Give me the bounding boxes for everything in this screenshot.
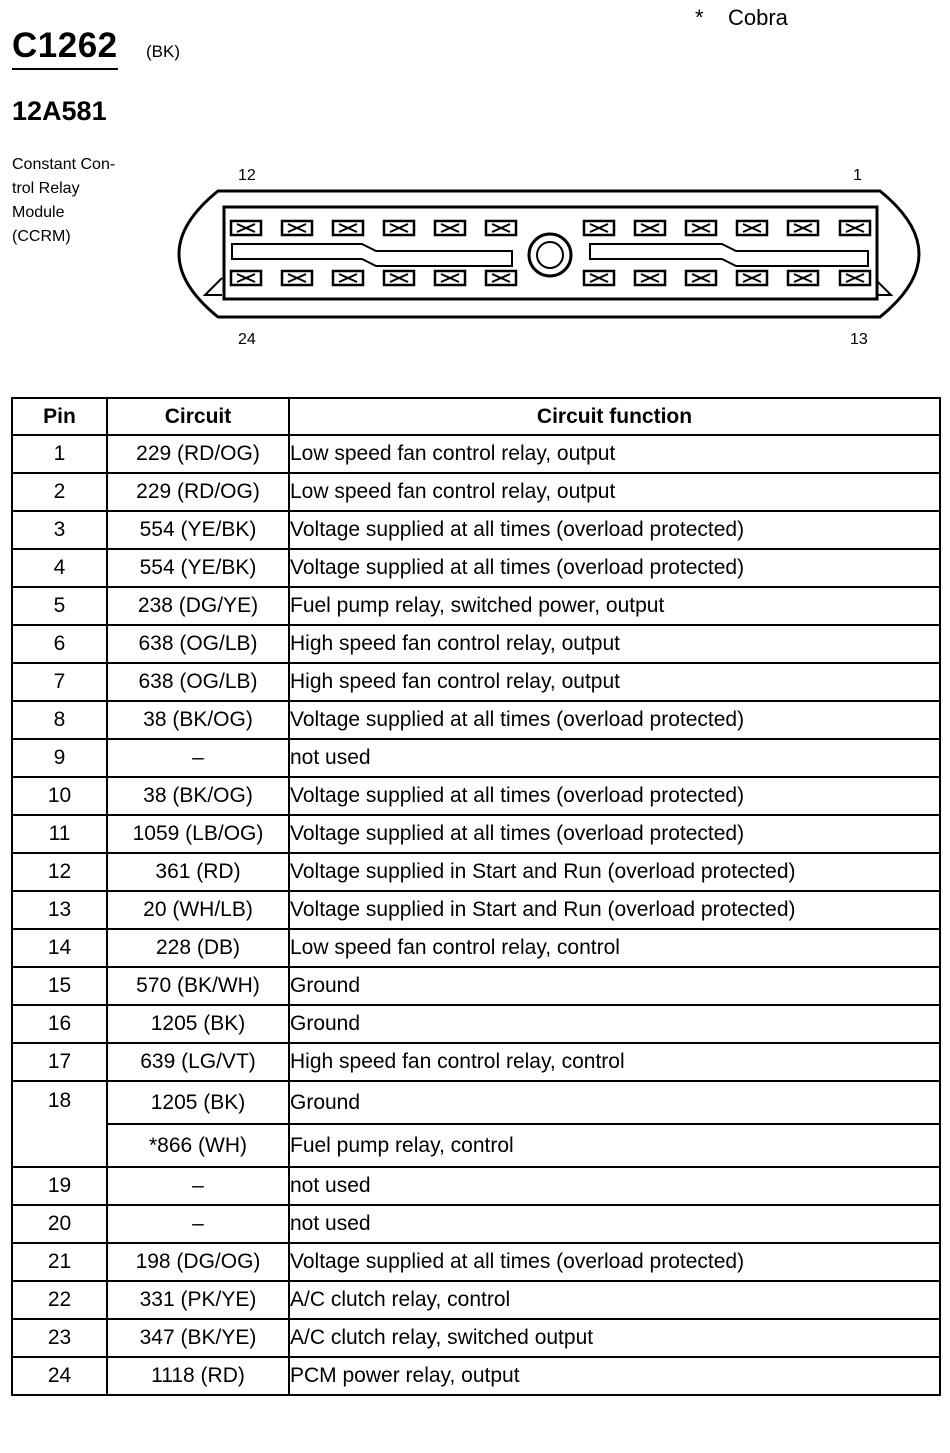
- pin-label-bottom-right: 13: [850, 331, 868, 348]
- pin-number-cell: 10: [12, 777, 107, 815]
- circuit-cell: 238 (DG/YE): [107, 587, 289, 625]
- circuit-function-cell: PCM power relay, output: [289, 1357, 940, 1395]
- circuit-function-cell: Fuel pump relay, control: [289, 1124, 940, 1167]
- circuit-function-cell: Voltage supplied at all times (overload protected): [289, 701, 940, 739]
- table-row: [12, 929, 940, 967]
- terminal-cavity: [686, 221, 716, 235]
- pin-number-cell: 23: [12, 1319, 107, 1357]
- terminal-cavity: [435, 271, 465, 285]
- header-circuit: Circuit: [107, 398, 289, 435]
- pin-number-cell: 1: [12, 435, 107, 473]
- circuit-cell: –: [107, 1167, 289, 1205]
- header-function: Circuit function: [289, 398, 940, 435]
- footnote-text: Cobra: [728, 5, 788, 30]
- table-header-row: [12, 398, 940, 435]
- circuit-cell: 638 (OG/LB): [107, 625, 289, 663]
- terminal-cavity: [788, 271, 818, 285]
- pin-number-cell: 13: [12, 891, 107, 929]
- table-row: [12, 777, 940, 815]
- pin-number-cell: 4: [12, 549, 107, 587]
- header-pin: Pin: [12, 398, 107, 435]
- circuit-function-cell: Ground: [289, 1005, 940, 1043]
- terminal-cavity: [788, 221, 818, 235]
- pin-number-cell: 22: [12, 1281, 107, 1319]
- terminal-cavity: [384, 221, 414, 235]
- table-row: [12, 701, 940, 739]
- table-row: [12, 473, 940, 511]
- pin-number-cell: 12: [12, 853, 107, 891]
- circuit-cell: 198 (DG/OG): [107, 1243, 289, 1281]
- pin-label-bottom-left: 24: [238, 331, 256, 348]
- terminal-cavity: [282, 271, 312, 285]
- terminal-cavity: [737, 271, 767, 285]
- pin-number-cell: 21: [12, 1243, 107, 1281]
- terminal-cavity: [333, 221, 363, 235]
- terminal-cavity: [840, 271, 870, 285]
- circuit-function-cell: Voltage supplied in Start and Run (overload protected): [289, 853, 940, 891]
- table-row: [12, 739, 940, 777]
- connector-color-code: (BK): [146, 42, 180, 61]
- circuit-function-cell: Ground: [289, 1081, 940, 1124]
- table-row: [12, 891, 940, 929]
- pin-number-cell: 7: [12, 663, 107, 701]
- pin-number-cell: 24: [12, 1357, 107, 1395]
- table-row: [12, 1205, 940, 1243]
- pin-number-cell: 17: [12, 1043, 107, 1081]
- part-number: 12A581: [12, 96, 107, 126]
- circuit-cell: 639 (LG/VT): [107, 1043, 289, 1081]
- circuit-cell: –: [107, 739, 289, 777]
- circuit-function-cell: High speed fan control relay, control: [289, 1043, 940, 1081]
- pin-number-cell: 3: [12, 511, 107, 549]
- connector-diagram: [0, 160, 950, 360]
- table-row: [12, 1243, 940, 1281]
- circuit-function-cell: Ground: [289, 967, 940, 1005]
- table-row: [12, 1357, 940, 1395]
- circuit-cell: 638 (OG/LB): [107, 663, 289, 701]
- circuit-function-cell: not used: [289, 1167, 940, 1205]
- circuit-cell: 229 (RD/OG): [107, 473, 289, 511]
- circuit-function-cell: Voltage supplied at all times (overload protected): [289, 815, 940, 853]
- table-row: [12, 967, 940, 1005]
- pin-number-cell: 16: [12, 1005, 107, 1043]
- circuit-function-cell: not used: [289, 1205, 940, 1243]
- table-row: [12, 1124, 940, 1167]
- terminal-cavity: [282, 221, 312, 235]
- circuit-function-cell: A/C clutch relay, switched output: [289, 1319, 940, 1357]
- terminal-cavity: [486, 221, 516, 235]
- circuit-cell: 361 (RD): [107, 853, 289, 891]
- circuit-function-cell: Low speed fan control relay, control: [289, 929, 940, 967]
- circuit-cell: 20 (WH/LB): [107, 891, 289, 929]
- circuit-cell: 229 (RD/OG): [107, 435, 289, 473]
- table-row: [12, 663, 940, 701]
- table-row: [12, 853, 940, 891]
- circuit-function-cell: Voltage supplied at all times (overload protected): [289, 1243, 940, 1281]
- circuit-cell: 38 (BK/OG): [107, 701, 289, 739]
- circuit-cell: 1118 (RD): [107, 1357, 289, 1395]
- table-row: [12, 511, 940, 549]
- footnote-legend: [695, 5, 788, 31]
- circuit-function-cell: Voltage supplied at all times (overload protected): [289, 511, 940, 549]
- terminal-cavity: [635, 221, 665, 235]
- circuit-cell: *866 (WH): [107, 1124, 289, 1167]
- footnote-symbol: *: [695, 5, 704, 30]
- circuit-function-cell: Low speed fan control relay, output: [289, 435, 940, 473]
- table-row: [12, 549, 940, 587]
- terminal-cavity: [231, 221, 261, 235]
- terminal-cavity: [384, 271, 414, 285]
- pin-number-cell: 18: [12, 1081, 107, 1167]
- pin-label-top-left: 12: [238, 167, 256, 184]
- pin-number-cell: 20: [12, 1205, 107, 1243]
- terminal-cavity: [486, 271, 516, 285]
- pin-number-cell: 6: [12, 625, 107, 663]
- terminal-cavity: [231, 271, 261, 285]
- pin-number-cell: 15: [12, 967, 107, 1005]
- circuit-cell: 228 (DB): [107, 929, 289, 967]
- terminal-cavity: [635, 271, 665, 285]
- circuit-cell: 554 (YE/BK): [107, 549, 289, 587]
- pin-number-cell: 5: [12, 587, 107, 625]
- table-row: [12, 1167, 940, 1205]
- circuit-function-cell: High speed fan control relay, output: [289, 663, 940, 701]
- table-row: [12, 1081, 940, 1124]
- circuit-function-cell: not used: [289, 739, 940, 777]
- circuit-cell: 38 (BK/OG): [107, 777, 289, 815]
- pin-number-cell: 8: [12, 701, 107, 739]
- circuit-function-cell: A/C clutch relay, control: [289, 1281, 940, 1319]
- connector-id: C1262: [12, 26, 118, 70]
- circuit-cell: 331 (PK/YE): [107, 1281, 289, 1319]
- table-row: [12, 815, 940, 853]
- circuit-cell: 1205 (BK): [107, 1081, 289, 1124]
- circuit-function-cell: Voltage supplied in Start and Run (overload protected): [289, 891, 940, 929]
- pin-number-cell: 2: [12, 473, 107, 511]
- pin-number-cell: 19: [12, 1167, 107, 1205]
- table-row: [12, 1043, 940, 1081]
- pin-number-cell: 14: [12, 929, 107, 967]
- circuit-cell: 1059 (LB/OG): [107, 815, 289, 853]
- terminal-cavity: [584, 271, 614, 285]
- pin-number-cell: 9: [12, 739, 107, 777]
- table-row: [12, 435, 940, 473]
- terminal-cavity: [333, 271, 363, 285]
- terminal-cavity: [584, 221, 614, 235]
- circuit-function-cell: Low speed fan control relay, output: [289, 473, 940, 511]
- pin-number-cell: 11: [12, 815, 107, 853]
- terminal-cavity: [840, 221, 870, 235]
- table-row: [12, 1005, 940, 1043]
- table-row: [12, 625, 940, 663]
- circuit-cell: 1205 (BK): [107, 1005, 289, 1043]
- circuit-cell: 554 (YE/BK): [107, 511, 289, 549]
- circuit-cell: 347 (BK/YE): [107, 1319, 289, 1357]
- terminal-cavity: [737, 221, 767, 235]
- center-post-inner: [537, 242, 563, 268]
- circuit-function-cell: Voltage supplied at all times (overload protected): [289, 777, 940, 815]
- pin-label-top-right: 1: [853, 167, 862, 184]
- table-row: [12, 1319, 940, 1357]
- pinout-table: [11, 397, 941, 1396]
- table-row: [12, 1281, 940, 1319]
- circuit-cell: 570 (BK/WH): [107, 967, 289, 1005]
- circuit-function-cell: High speed fan control relay, output: [289, 625, 940, 663]
- circuit-cell: –: [107, 1205, 289, 1243]
- terminal-cavity: [686, 271, 716, 285]
- terminal-cavity: [435, 221, 465, 235]
- module-name: Constant Con- trol Relay Module (CCRM): [12, 156, 116, 245]
- circuit-function-cell: Voltage supplied at all times (overload protected): [289, 549, 940, 587]
- table-row: [12, 587, 940, 625]
- circuit-function-cell: Fuel pump relay, switched power, output: [289, 587, 940, 625]
